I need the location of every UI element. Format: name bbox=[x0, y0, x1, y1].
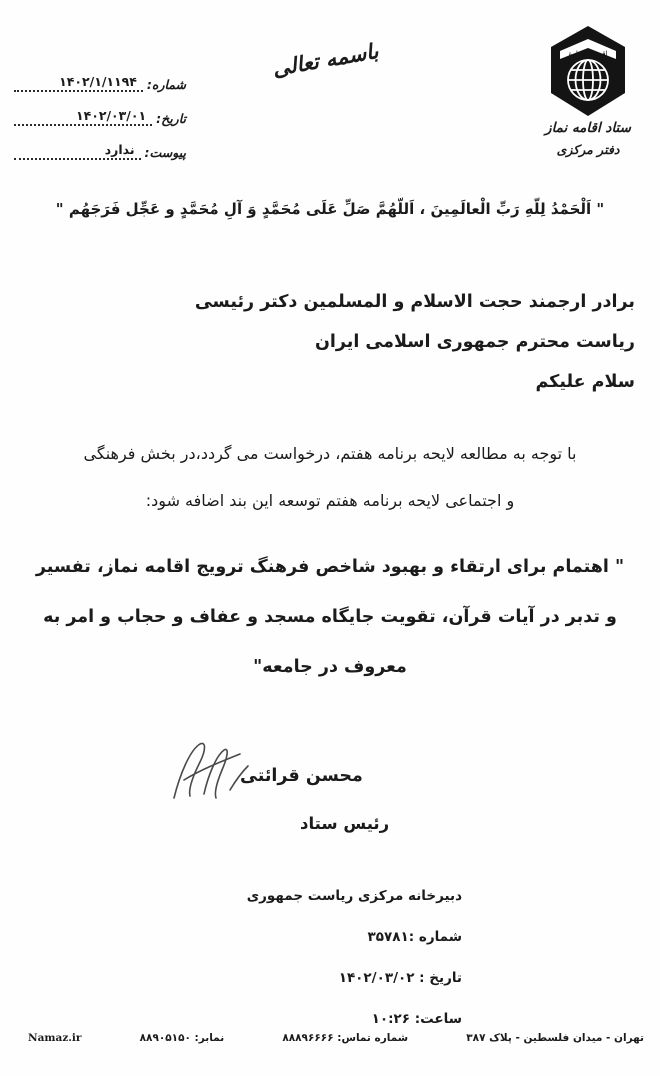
body-line-2: و اجتماعی لایحه برنامه هفتم توسعه این بند اضافه شود: bbox=[145, 491, 515, 510]
stamp-time-line: ساعت: ۱۰:۲۶ bbox=[371, 1011, 462, 1027]
organization-logo bbox=[540, 26, 636, 157]
ref-date-value: ۱۴۰۲/۰۳/۰۱ bbox=[75, 108, 147, 123]
proposed-clause-quote bbox=[28, 542, 632, 692]
salutation-recipient-title: ریاست محترم جمهوری اسلامی ایران bbox=[314, 332, 635, 352]
signatory-title: رئیس ستاد bbox=[300, 814, 390, 833]
footer-website: Namaz.ir bbox=[28, 1032, 82, 1044]
ref-date-dotted-line bbox=[14, 90, 152, 126]
reference-fields bbox=[14, 58, 186, 160]
bismillah-calligraphy: باسمه تعالی bbox=[270, 38, 381, 82]
emblem-band-text: اقیموا الصلوة bbox=[568, 50, 608, 58]
quote-line-1: " اهتمام برای ارتقاء و بهبود شاخص فرهنگ ترویج اقامه نماز، تفسیر bbox=[35, 557, 625, 577]
stamp-number-line: شماره :۳۵۷۸۱ bbox=[367, 929, 462, 945]
organization-office: دفتر مرکزی bbox=[556, 142, 620, 157]
ref-date-row bbox=[14, 92, 186, 126]
signatory-name: محسن قرائتی bbox=[240, 766, 363, 786]
footer-phone: شماره تماس: ۸۸۸۹۶۶۶۶ bbox=[282, 1032, 409, 1044]
ref-number-value: ۱۴۰۲/۱/۱۱۹۴ bbox=[59, 74, 137, 89]
body-line-1: با توجه به مطالعه لایحه برنامه هفتم، درخواست می گردد،در بخش فرهنگی bbox=[83, 444, 577, 463]
ref-number-row bbox=[14, 58, 186, 92]
organization-name: ستاد اقامه نماز bbox=[545, 120, 631, 136]
footer-contact-strip bbox=[28, 1032, 644, 1044]
ref-attachment-label: پیوست: bbox=[144, 145, 186, 160]
footer-address: تهران - میدان فلسطین - پلاک ۳۸۷ bbox=[466, 1032, 644, 1044]
letter-body-paragraph bbox=[28, 430, 632, 524]
quote-line-3: معروف در جامعه" bbox=[253, 657, 407, 677]
ref-attachment-row bbox=[14, 126, 186, 160]
quote-line-2: و تدبر در آیات قرآن، تقویت جایگاه مسجد و عفاف و حجاب و امر به bbox=[43, 607, 617, 627]
kaaba-globe-emblem-icon bbox=[548, 26, 628, 116]
secretariat-stamp-block bbox=[247, 876, 462, 1040]
stamp-office-line: دبیرخانه مرکزی ریاست جمهوری bbox=[246, 888, 462, 904]
opening-prayer-line: " اَلْحَمْدُ لِلّهِ رَبِّ الْعالَمِينَ ، اَللّهُمَّ صَلِّ عَلَی مُحَمَّدٍ وَ آلِ مُحَمَّدٍ و عَجِّل فَرَجَهُم " bbox=[55, 200, 605, 218]
ref-number-label: شماره: bbox=[146, 77, 186, 92]
ref-number-dotted-line bbox=[14, 56, 143, 92]
ref-date-label: تاریخ: bbox=[156, 111, 186, 126]
stamp-date-line: تاریخ : ۱۴۰۲/۰۳/۰۲ bbox=[338, 970, 462, 986]
salutation-greeting: سلام علیکم bbox=[535, 372, 635, 392]
salutation-recipient: برادر ارجمند حجت الاسلام و المسلمین دکتر رئیسی bbox=[194, 292, 635, 312]
ref-attachment-dotted-line bbox=[14, 124, 141, 160]
footer-fax: نمابر: ۸۸۹۰۵۱۵۰ bbox=[139, 1032, 225, 1044]
salutation-block bbox=[40, 282, 635, 402]
ref-attachment-value: ندارد bbox=[104, 142, 135, 157]
